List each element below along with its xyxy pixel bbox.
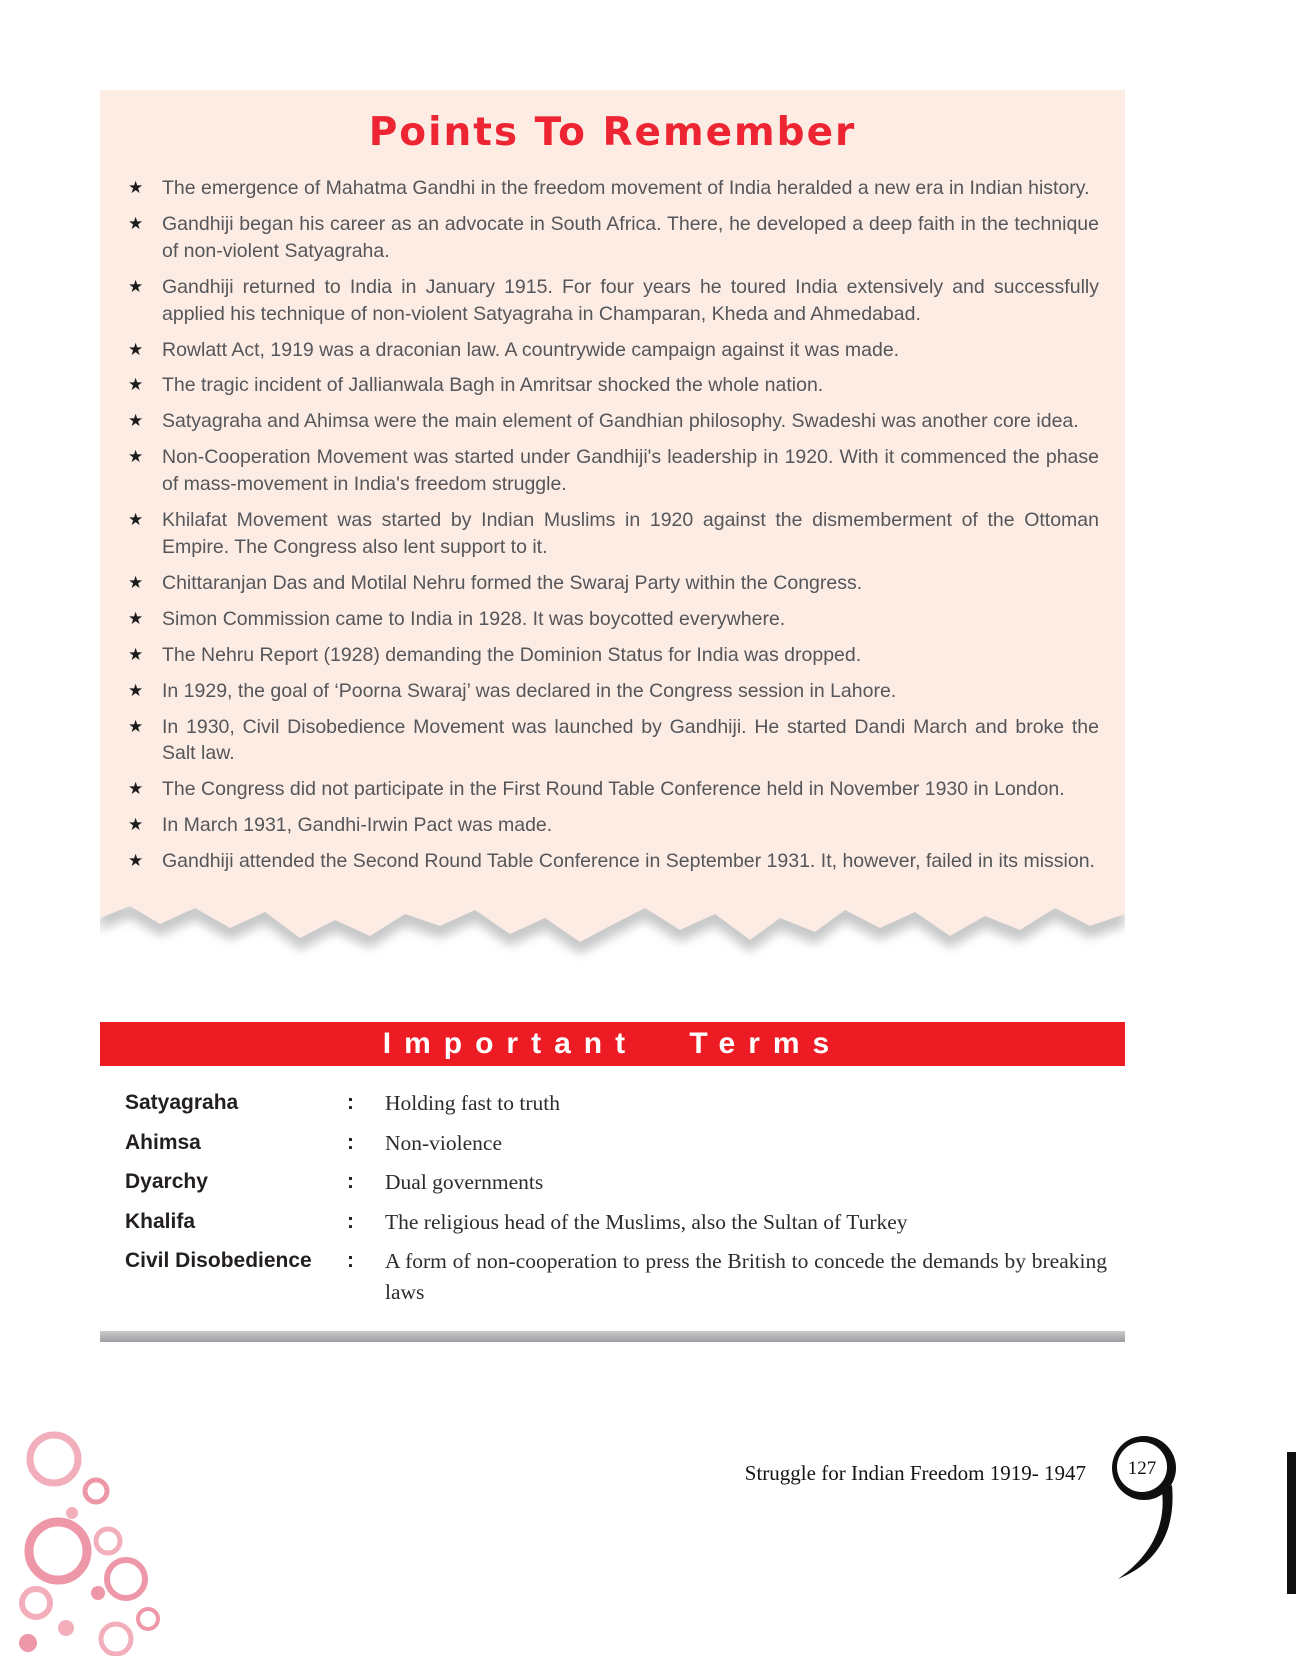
star-icon: ★ xyxy=(128,276,144,296)
point-text: The Nehru Report (1928) demanding the Dominion Status for India was dropped. xyxy=(162,643,862,666)
table-row xyxy=(125,1167,1107,1198)
point-text: Rowlatt Act, 1919 was a draconian law. A countrywide campaign against it was made. xyxy=(162,338,900,361)
page-edge-mark xyxy=(1287,1452,1296,1594)
terms-table xyxy=(100,1088,1125,1307)
list-item xyxy=(126,812,1099,839)
term-name: Khalifa xyxy=(125,1209,196,1233)
star-icon: ★ xyxy=(128,680,144,700)
star-icon: ★ xyxy=(128,178,144,197)
table-row xyxy=(125,1088,1107,1119)
point-text: The emergence of Mahatma Gandhi in the freedom movement of India heralded a new era in Indian history. xyxy=(162,177,1090,199)
table-row xyxy=(125,1246,1107,1307)
term-separator: : xyxy=(347,1130,354,1154)
term-definition: Dual governments xyxy=(385,1170,544,1195)
star-icon: ★ xyxy=(128,375,144,395)
list-item xyxy=(126,714,1099,768)
list-item xyxy=(126,678,1099,705)
star-icon: ★ xyxy=(128,851,144,871)
table-row xyxy=(125,1207,1107,1238)
list-item xyxy=(126,274,1099,328)
point-text: In 1929, the goal of ‘Poorna Swaraj’ was declared in the Congress session in Lahore. xyxy=(162,679,897,702)
point-text: Gandhiji returned to India in January 1915. For four years he toured India extensively and successfully applied his technique of non-violent Satyagraha in Champaran, Kheda and Ahmedabad. xyxy=(162,275,1099,325)
term-name: Satyagraha xyxy=(125,1091,239,1115)
page-number: 127 xyxy=(1127,1458,1157,1479)
list-item xyxy=(126,408,1099,435)
term-definition: Non-violence xyxy=(385,1130,503,1155)
table-row xyxy=(125,1128,1107,1159)
point-text: Satyagraha and Ahimsa were the main element of Gandhian philosophy. Swadeshi was another core idea. xyxy=(162,410,1079,433)
star-icon: ★ xyxy=(128,213,144,233)
term-separator: : xyxy=(347,1249,354,1273)
term-definition: Holding fast to truth xyxy=(385,1091,560,1116)
point-text: Khilafat Movement was started by Indian Muslims in 1920 against the dismemberment of the Ottoman Empire. The Congress also lent support to it. xyxy=(162,509,1099,558)
term-name: Civil Disobedience xyxy=(125,1249,312,1273)
star-icon: ★ xyxy=(128,339,144,359)
section-divider xyxy=(100,1331,1125,1342)
points-list xyxy=(126,175,1099,875)
star-icon: ★ xyxy=(128,815,144,835)
decorative-circles xyxy=(6,1421,181,1656)
points-title: Points To Remember xyxy=(368,110,857,155)
list-item xyxy=(126,606,1099,633)
term-definition: A form of non-cooperation to press the British to concede the demands by breaking laws xyxy=(385,1249,1107,1304)
point-text: The tragic incident of Jallianwala Bagh in Amritsar shocked the whole nation. xyxy=(162,374,824,397)
list-item xyxy=(126,337,1099,364)
list-item xyxy=(126,848,1099,875)
star-icon: ★ xyxy=(128,447,144,467)
list-item xyxy=(126,211,1099,265)
list-item xyxy=(126,372,1099,399)
star-icon: ★ xyxy=(128,510,144,530)
term-separator: : xyxy=(347,1209,354,1233)
star-icon: ★ xyxy=(128,608,144,628)
point-text: The Congress did not participate in the First Round Table Conference held in November 1930 in London. xyxy=(162,778,1065,801)
point-text: Gandhiji began his career as an advocate in South Africa. There, he developed a deep faith in the technique of non-violent Satyagraha. xyxy=(162,212,1099,262)
list-item xyxy=(126,570,1099,597)
point-text: Gandhiji attended the Second Round Table Conference in September 1931. It, however, failed in its mission. xyxy=(162,850,1095,873)
point-text: In March 1931, Gandhi-Irwin Pact was made. xyxy=(162,814,553,837)
chapter-footer-title: Struggle for Indian Freedom 1919- 1947 xyxy=(744,1461,1086,1485)
term-separator: : xyxy=(347,1091,354,1115)
point-text: Chittaranjan Das and Motilal Nehru formed the Swaraj Party within the Congress. xyxy=(162,571,863,594)
star-icon: ★ xyxy=(128,644,144,664)
important-terms-banner: Important Terms xyxy=(100,1022,1125,1066)
star-icon: ★ xyxy=(128,779,144,799)
list-item xyxy=(126,507,1099,561)
list-item xyxy=(126,642,1099,669)
page-number-badge xyxy=(1100,1433,1196,1593)
term-name: Dyarchy xyxy=(125,1170,208,1194)
list-item xyxy=(126,175,1099,202)
point-text: In 1930, Civil Disobedience Movement was launched by Gandhiji. He started Dandi March and broke the Salt law. xyxy=(162,715,1099,765)
point-text: Simon Commission came to India in 1928. It was boycotted everywhere. xyxy=(162,607,786,630)
points-to-remember-panel xyxy=(100,90,1125,894)
term-name: Ahimsa xyxy=(125,1130,201,1154)
list-item xyxy=(126,776,1099,803)
list-item xyxy=(126,444,1099,498)
term-separator: : xyxy=(347,1170,354,1194)
star-icon: ★ xyxy=(128,572,144,592)
torn-paper-edge xyxy=(100,892,1125,970)
page-content xyxy=(100,90,1125,1342)
star-icon: ★ xyxy=(128,411,144,431)
term-definition: The religious head of the Muslims, also the Sultan of Turkey xyxy=(385,1209,908,1234)
point-text: Non-Cooperation Movement was started under Gandhiji's leadership in 1920. With it commenced the phase of mass-movement in India's freedom struggle. xyxy=(162,446,1099,496)
star-icon: ★ xyxy=(128,716,144,736)
